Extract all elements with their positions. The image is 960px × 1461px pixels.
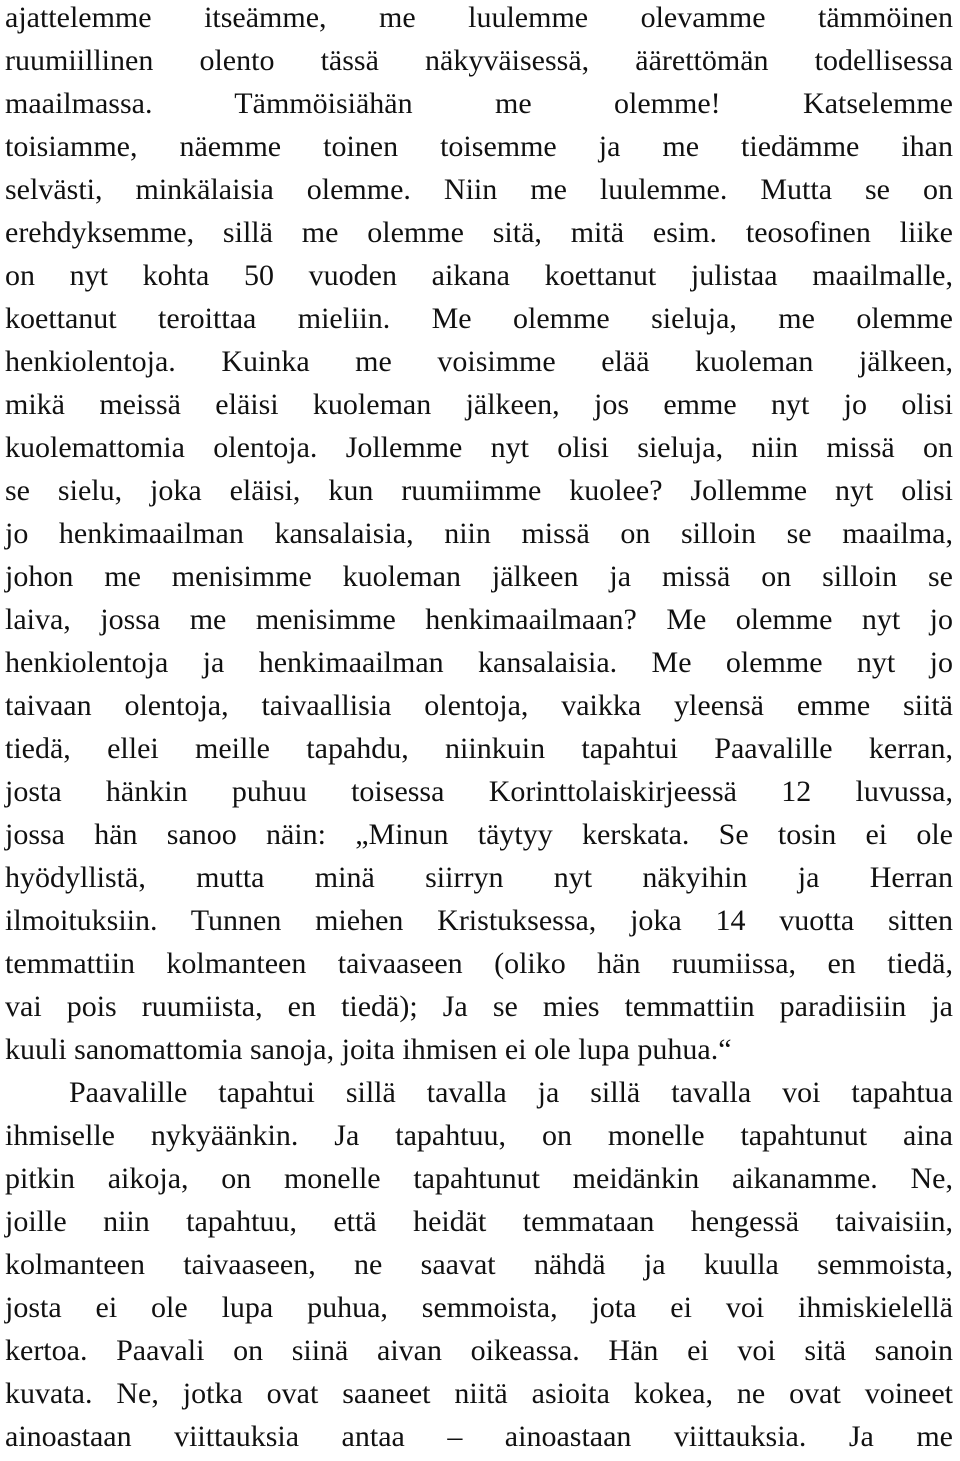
text-line: ruumiillinen olento tässä näkyväisessä, äärettömän todellisessa	[5, 44, 953, 77]
text-line: se sielu, joka eläisi, kun ruumiimme kuolee? Jollemme nyt olisi	[5, 474, 953, 507]
text-line: erehdyksemme, sillä me olemme sitä, mitä esim. teosofinen liike	[5, 216, 953, 249]
text-line: josta ei ole lupa puhua, semmoista, jota ei voi ihmiskielellä	[5, 1291, 953, 1324]
text-line: toisiamme, näemme toinen toisemme ja me tiedämme ihan	[5, 130, 953, 163]
text-line: kertoa. Paavali on siinä aivan oikeassa. Hän ei voi sitä sanoin	[5, 1334, 953, 1367]
text-line: johon me menisimme kuoleman jälkeen ja missä on silloin se	[5, 560, 953, 593]
text-line: ainoastaan viittauksia antaa – ainoastaan viittauksia. Ja me	[5, 1420, 953, 1453]
text-line: pitkin aikoja, on monelle tapahtunut meidänkin aikanamme. Ne,	[5, 1162, 953, 1195]
text-line: tiedä, ellei meille tapahdu, niinkuin tapahtui Paavalille kerran,	[5, 732, 953, 765]
text-line: temmattiin kolmanteen taivaaseen (oliko hän ruumiissa, en tiedä,	[5, 947, 953, 980]
text-line: hyödyllistä, mutta minä siirryn nyt näkyihin ja Herran	[5, 861, 953, 894]
text-line: koettanut teroittaa mieliin. Me olemme sieluja, me olemme	[5, 302, 953, 335]
text-line: ajattelemme itseämme, me luulemme olevamme tämmöinen	[5, 1, 953, 34]
text-line: joille niin tapahtuu, että heidät temmataan hengessä taivaisiin,	[5, 1205, 953, 1238]
text-line: kuvata. Ne, jotka ovat saaneet niitä asioita kokea, ne ovat voineet	[5, 1377, 953, 1410]
text-line: henkiolentoja ja henkimaailman kansalaisia. Me olemme nyt jo	[5, 646, 953, 679]
text-line: kuolemattomia olentoja. Jollemme nyt olisi sieluja, niin missä on	[5, 431, 953, 464]
text-line: ilmoituksiin. Tunnen miehen Kristuksessa, joka 14 vuotta sitten	[5, 904, 953, 937]
text-line: jossa hän sanoo näin: „Minun täytyy kerskata. Se tosin ei ole	[5, 818, 953, 851]
text-line: on nyt kohta 50 vuoden aikana koettanut julistaa maailmalle,	[5, 259, 953, 292]
text-line: maailmassa. Tämmöisiähän me olemme! Katselemme	[5, 87, 953, 120]
text-line: kuuli sanomattomia sanoja, joita ihmisen ei ole lupa puhua.“	[5, 1033, 732, 1066]
text-line: josta hänkin puhuu toisessa Korinttolaiskirjeessä 12 luvussa,	[5, 775, 953, 808]
text-line: vai pois ruumiista, en tiedä); Ja se mies temmattiin paradiisiin ja	[5, 990, 953, 1023]
text-line: henkiolentoja. Kuinka me voisimme elää kuoleman jälkeen,	[5, 345, 953, 378]
text-line: selvästi, minkälaisia olemme. Niin me luulemme. Mutta se on	[5, 173, 953, 206]
text-line: taivaan olentoja, taivaallisia olentoja, vaikka yleensä emme siitä	[5, 689, 953, 722]
text-line: ihmiselle nykyäänkin. Ja tapahtuu, on monelle tapahtunut aina	[5, 1119, 953, 1152]
text-line: laiva, jossa me menisimme henkimaailmaan? Me olemme nyt jo	[5, 603, 953, 636]
text-line: kolmanteen taivaaseen, ne saavat nähdä ja kuulla semmoista,	[5, 1248, 953, 1281]
text-line: jo henkimaailman kansalaisia, niin missä on silloin se maailma,	[5, 517, 953, 550]
text-line: mikä meissä eläisi kuoleman jälkeen, jos emme nyt jo olisi	[5, 388, 953, 421]
text-line: Paavalille tapahtui sillä tavalla ja sillä tavalla voi tapahtua	[69, 1076, 953, 1109]
